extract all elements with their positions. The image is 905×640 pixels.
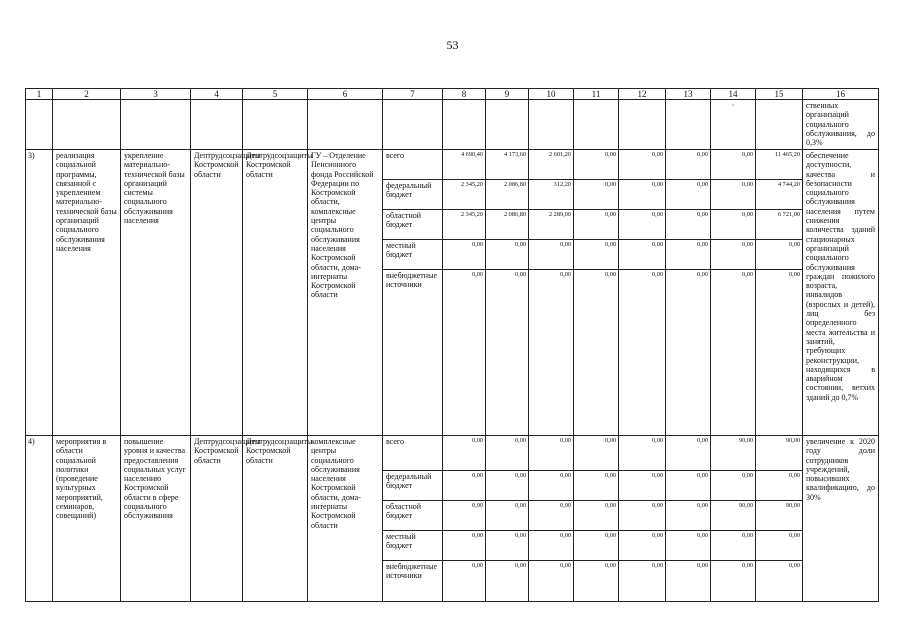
- col-header: 12: [619, 89, 666, 100]
- funding-value: 0,00: [486, 436, 529, 471]
- funding-value: 2 086,80: [486, 210, 529, 240]
- funding-value: 0,00: [529, 436, 574, 471]
- funding-value: 0,00: [529, 531, 574, 561]
- funding-value: 4 173,60: [486, 150, 529, 180]
- funding-value: 2 086,80: [486, 180, 529, 210]
- funding-value: 0,00: [443, 240, 486, 270]
- col-header: 3: [121, 89, 191, 100]
- col-header: 8: [443, 89, 486, 100]
- funding-value: 0,00: [619, 240, 666, 270]
- table-row: [26, 436, 879, 471]
- funding-value: 0,00: [666, 210, 711, 240]
- funding-value: 0,00: [574, 436, 619, 471]
- funding-source-label: внебюджетные источники: [383, 561, 443, 602]
- col-header: 14: [711, 89, 756, 100]
- funding-value: 0,00: [619, 501, 666, 531]
- funding-value: 0,00: [666, 501, 711, 531]
- funding-value: 0,00: [756, 561, 803, 602]
- funding-source-label: внебюджетные источники: [383, 270, 443, 436]
- row-number: 4): [26, 436, 53, 602]
- funding-value: 0,00: [486, 501, 529, 531]
- result-cell: ственных организаций социального обслуживания, до 0,3%: [803, 100, 879, 150]
- col-header: 10: [529, 89, 574, 100]
- col-header: 1: [26, 89, 53, 100]
- executors: комплексные центры социального обслуживания населения Костромской области, дома-интернаты Костромской области: [308, 436, 383, 602]
- funding-value: 0,00: [574, 270, 619, 436]
- funding-value: 90,00: [711, 436, 756, 471]
- funding-value: 0,00: [574, 471, 619, 501]
- funding-value: 0,00: [666, 531, 711, 561]
- header-row: [26, 89, 879, 100]
- col-header: 7: [383, 89, 443, 100]
- funding-value: 0,00: [711, 210, 756, 240]
- funding-value: 0,00: [619, 270, 666, 436]
- responsible-org: Дептрудсоцзащиты Костромской области: [191, 150, 243, 436]
- funding-value: 0,00: [574, 240, 619, 270]
- col-header: 9: [486, 89, 529, 100]
- funding-value: 0,00: [486, 270, 529, 436]
- funding-value: 0,00: [619, 180, 666, 210]
- funding-value: 0,00: [574, 180, 619, 210]
- funding-value: 4 690,40: [443, 150, 486, 180]
- funding-value: 0,00: [619, 150, 666, 180]
- table-cell: ·: [711, 100, 756, 150]
- funding-value: 0,00: [711, 150, 756, 180]
- col-header: 16: [803, 89, 879, 100]
- col-header: 13: [666, 89, 711, 100]
- funding-value: 0,00: [529, 270, 574, 436]
- funding-value: 0,00: [666, 436, 711, 471]
- col-header: 15: [756, 89, 803, 100]
- funding-value: 0,00: [756, 240, 803, 270]
- funding-value: 0,00: [529, 561, 574, 602]
- funding-value: 0,00: [486, 531, 529, 561]
- event-goal: повышение уровня и качества предоставления социальных услуг населению Костромской области в сфере социального обслуживания: [121, 436, 191, 602]
- funding-value: 0,00: [666, 150, 711, 180]
- funding-value: 0,00: [711, 240, 756, 270]
- funding-value: 2 601,20: [529, 150, 574, 180]
- funding-value: 0,00: [619, 531, 666, 561]
- event-name: реализация социальной программы, связанной с укреплением материально-технической базы организаций социального обслуживания населения: [53, 150, 121, 436]
- funding-value: 0,00: [443, 531, 486, 561]
- funding-value: 0,00: [486, 561, 529, 602]
- funding-value: 0,00: [529, 501, 574, 531]
- funding-source-label: всего: [383, 150, 443, 180]
- funding-value: 0,00: [619, 436, 666, 471]
- funding-value: 0,00: [529, 471, 574, 501]
- funding-value: 90,00: [756, 501, 803, 531]
- funding-source-label: областной бюджет: [383, 501, 443, 531]
- funding-source-label: всего: [383, 436, 443, 471]
- funding-value: 2 289,00: [529, 210, 574, 240]
- funding-source-label: областной бюджет: [383, 210, 443, 240]
- funding-value: 0,00: [574, 531, 619, 561]
- col-header: 6: [308, 89, 383, 100]
- continuation-row: [26, 100, 879, 150]
- funding-value: 0,00: [443, 436, 486, 471]
- program-table: [25, 88, 879, 602]
- funding-value: 0,00: [756, 270, 803, 436]
- funding-source-label: местный бюджет: [383, 240, 443, 270]
- funding-value: 0,00: [574, 561, 619, 602]
- funding-value: 2 345,20: [443, 210, 486, 240]
- funding-value: 312,20: [529, 180, 574, 210]
- funding-source-label: федеральный бюджет: [383, 180, 443, 210]
- funding-value: 0,00: [711, 531, 756, 561]
- funding-value: 0,00: [619, 471, 666, 501]
- coordinator-org: Дептрудсоцзащиты Костромской области: [243, 436, 308, 602]
- funding-value: 90,00: [711, 501, 756, 531]
- funding-value: 0,00: [486, 240, 529, 270]
- funding-value: 0,00: [756, 531, 803, 561]
- col-header: 5: [243, 89, 308, 100]
- funding-value: 0,00: [486, 471, 529, 501]
- page-number: 53: [446, 38, 459, 52]
- funding-value: 11 465,20: [756, 150, 803, 180]
- table-row: [26, 150, 879, 180]
- funding-value: 6 721,00: [756, 210, 803, 240]
- col-header: 2: [53, 89, 121, 100]
- col-header: 4: [191, 89, 243, 100]
- funding-value: 0,00: [666, 561, 711, 602]
- funding-value: 0,00: [574, 501, 619, 531]
- funding-value: 0,00: [666, 180, 711, 210]
- coordinator-org: Дептрудсоцзащиты Костромской области: [243, 150, 308, 436]
- funding-value: 0,00: [529, 240, 574, 270]
- col-header: 11: [574, 89, 619, 100]
- funding-value: 0,00: [443, 270, 486, 436]
- expected-result: увеличение к 2020 году доли сотрудников учреждений, повысивших квалификацию, до 30%: [803, 436, 879, 602]
- funding-value: 0,00: [756, 471, 803, 501]
- funding-value: 0,00: [711, 471, 756, 501]
- expected-result: обеспечение доступности, качества и безопасности социального обслуживания населения путем снижения количества зданий стационарных организаций социального обслуживания граждан пожилого возраста, инвалидов (взрослых и детей), лиц без определенного места жительства и занятий, требующих реконструкции, находящихся в аварийном состоянии, ветхих зданий до 0,7%: [803, 150, 879, 436]
- funding-source-label: местный бюджет: [383, 531, 443, 561]
- funding-value: 0,00: [619, 561, 666, 602]
- event-name: мероприятия в области социальной политики (проведение культурных мероприятий, семинаров, совещаний): [53, 436, 121, 602]
- funding-value: 0,00: [666, 240, 711, 270]
- event-goal: укрепление материально-технической базы организаций системы социального обслуживания населения: [121, 150, 191, 436]
- funding-value: 0,00: [711, 561, 756, 602]
- funding-value: 0,00: [574, 210, 619, 240]
- funding-value: 0,00: [666, 471, 711, 501]
- funding-value: 0,00: [443, 561, 486, 602]
- row-number: 3): [26, 150, 53, 436]
- funding-value: 0,00: [666, 270, 711, 436]
- funding-value: 0,00: [574, 150, 619, 180]
- funding-value: 0,00: [443, 471, 486, 501]
- funding-value: 2 345,20: [443, 180, 486, 210]
- funding-value: 4 744,20: [756, 180, 803, 210]
- funding-value: 0,00: [711, 270, 756, 436]
- funding-value: 0,00: [711, 180, 756, 210]
- funding-value: 0,00: [619, 210, 666, 240]
- responsible-org: Дептрудсоцзащиты Костромской области: [191, 436, 243, 602]
- executors: ГУ – Отделение Пенсионного фонда Российской Федерации по Костромской области, комплексные центры социального обслуживания населения Костромской области, дома-интернаты Костромской области: [308, 150, 383, 436]
- funding-source-label: федеральный бюджет: [383, 471, 443, 501]
- funding-value: 0,00: [443, 501, 486, 531]
- funding-value: 90,00: [756, 436, 803, 471]
